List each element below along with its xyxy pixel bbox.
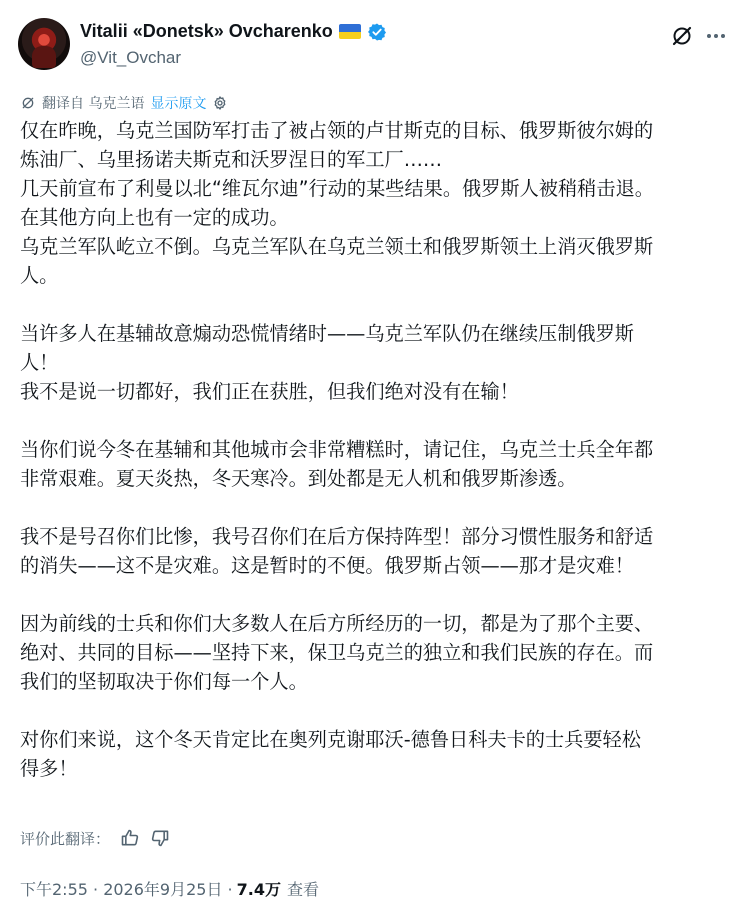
translated-from-label: 翻译自 乌克兰语 xyxy=(42,96,145,112)
tweet-header xyxy=(18,18,732,74)
timestamp[interactable]: 下午2:55 · 2026年9月25日 · xyxy=(20,879,233,899)
tweet-paragraph xyxy=(20,725,732,783)
views-count: 7.4万 xyxy=(236,879,281,899)
tweet-paragraph xyxy=(20,319,732,406)
tweet-meta xyxy=(20,876,319,900)
tweet-paragraph xyxy=(20,435,732,493)
tweet-line: 当许多人在基辅故意煽动恐慌情绪时——乌克兰军队仍在继续压制俄罗斯 xyxy=(20,322,634,345)
user-handle[interactable]: @Vit_Ovchar xyxy=(80,48,182,67)
tweet-line: 炼油厂、乌里扬诺夫斯克和沃罗涅日的军工厂…… xyxy=(20,148,443,171)
tweet-line: 我们的坚韧取决于你们每一个人。 xyxy=(20,670,308,693)
tweet-line: 对你们来说，这个冬天肯定比在奥列克谢耶沃-德鲁日科夫卡的士兵要轻松 xyxy=(20,728,641,751)
settings-gear-icon[interactable] xyxy=(212,95,228,111)
rate-translation-label: 评价此翻译： xyxy=(20,829,111,848)
more-icon[interactable] xyxy=(704,24,728,48)
tweet-line: 几天前宣布了利曼以北“维瓦尔迪”行动的某些结果。俄罗斯人被稍稍击退。 xyxy=(20,177,654,200)
translate-icon xyxy=(20,95,36,111)
tweet-line: 当你们说今冬在基辅和其他城市会非常糟糕时，请记住，乌克兰士兵全年都 xyxy=(20,438,654,461)
tweet-line: 绝对、共同的目标——坚持下来，保卫乌克兰的独立和我们民族的存在。而 xyxy=(20,641,654,664)
tweet-line: 的消失——这不是灾难。这是暂时的不便。俄罗斯占领——那才是灾难！ xyxy=(20,554,634,577)
rate-translation xyxy=(20,826,170,850)
thumbs-up-icon[interactable] xyxy=(120,828,140,848)
tweet-line: 非常艰难。夏天炎热，冬天寒冷。到处都是无人机和俄罗斯渗透。 xyxy=(20,467,577,490)
tweet-line: 我不是号召你们比惨，我号召你们在后方保持阵型！部分习惯性服务和舒适 xyxy=(20,525,654,548)
tweet-text xyxy=(20,116,732,783)
thumbs-down-icon[interactable] xyxy=(150,828,170,848)
tweet-line: 得多！ xyxy=(20,757,78,780)
display-name[interactable]: Vitalii «Donetsk» Ovcharenko xyxy=(80,21,333,41)
views-label: 查看 xyxy=(286,879,319,899)
tweet-paragraph xyxy=(20,116,732,290)
tweet-line: 在其他方向上也有一定的成功。 xyxy=(20,206,289,229)
name-row xyxy=(80,21,387,42)
grok-icon[interactable] xyxy=(670,24,694,48)
tweet-line: 人。 xyxy=(20,264,59,287)
tweet-line: 仅在昨晚，乌克兰国防军打击了被占领的卢甘斯克的目标、俄罗斯彼尔姆的 xyxy=(20,119,654,142)
ukraine-flag-icon xyxy=(339,24,361,39)
tweet-paragraph xyxy=(20,522,732,580)
verified-badge-icon[interactable] xyxy=(367,22,387,42)
tweet-line: 我不是说一切都好，我们正在获胜，但我们绝对没有在输！ xyxy=(20,380,519,403)
tweet-line: 因为前线的士兵和你们大多数人在后方所经历的一切，都是为了那个主要、 xyxy=(20,612,654,635)
tweet-line: 乌克兰军队屹立不倒。乌克兰军队在乌克兰领土和俄罗斯领土上消灭俄罗斯 xyxy=(20,235,654,258)
avatar[interactable] xyxy=(18,18,70,70)
show-original-link[interactable]: 显示原文 xyxy=(150,96,207,112)
tweet-paragraph xyxy=(20,609,732,696)
translation-notice xyxy=(20,93,228,113)
tweet-line: 人！ xyxy=(20,351,59,374)
